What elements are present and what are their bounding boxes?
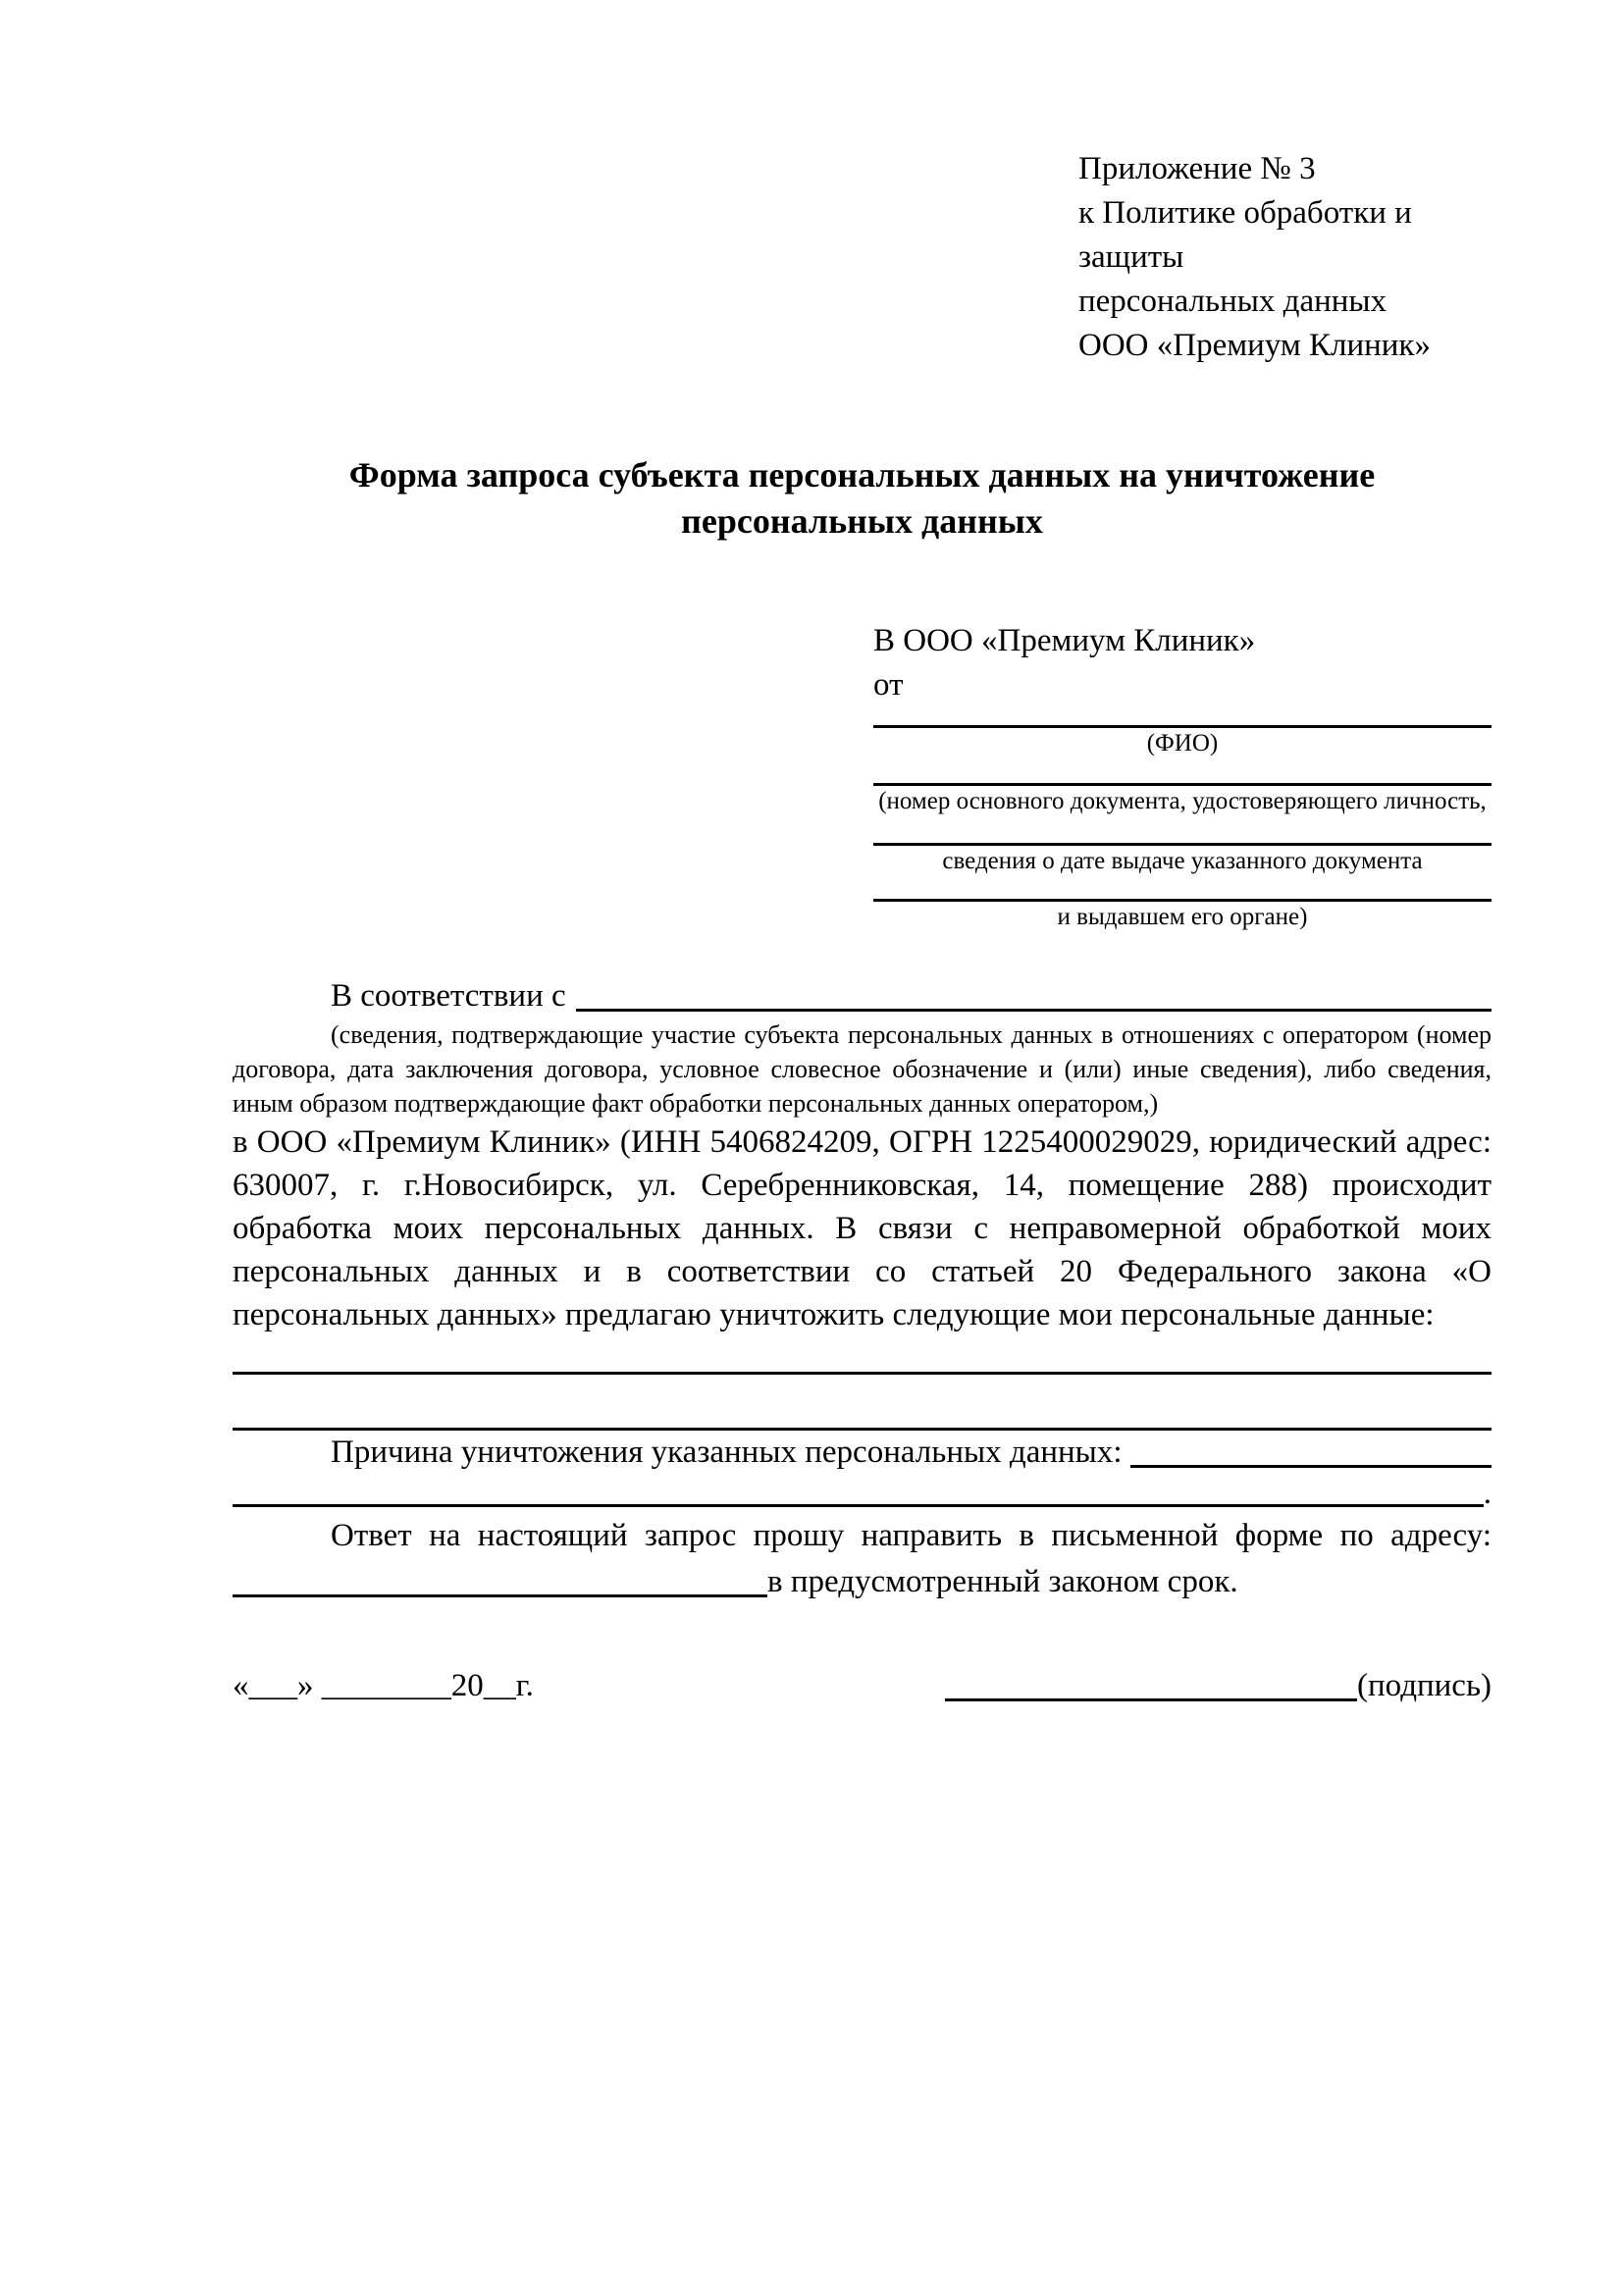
doc-number-caption: (номер основного документа, удостоверяющего личность, (878, 788, 1487, 814)
accordance-fill-line (576, 1009, 1492, 1012)
answer-suffix: в предусмотренный законом срок. (767, 1564, 1238, 1599)
doc-date-caption: сведения о дате выдаче указанного документа (942, 848, 1423, 874)
accordance-prefix: В соответствии с (331, 978, 566, 1014)
appendix-header-line: Приложение № 3 (1078, 151, 1316, 186)
signature-caption: (подпись) (1357, 1668, 1492, 1703)
appendix-header (1078, 147, 1492, 368)
addressee-block (873, 619, 1492, 933)
date-text: «___» ________20__г. (233, 1668, 534, 1703)
accordance-note: (сведения, подтверждающие участие субъекта персональных данных в отношениях с оператором (номер договора, дата заключения договора, условное словесное обозначение и (или) иные сведения), либо сведения, иным образом подтверждающие факт обработки персональных данных оператором,) (233, 1020, 1492, 1118)
reason-label: Причина уничтожения указанных персональных данных: (331, 1435, 1123, 1470)
appendix-header-line: к Политике обработки и защиты (1078, 195, 1412, 275)
period-row (233, 1474, 1492, 1513)
form-title (233, 452, 1492, 545)
fio-caption: (ФИО) (1146, 730, 1219, 757)
period-fill-line (233, 1504, 1484, 1507)
doc-issuer-field-line (873, 877, 1492, 902)
signature-line (945, 1698, 1357, 1701)
answer-paragraph: Ответ на настоящий запрос прошу направить в письменной форме по адресу: (331, 1518, 1492, 1553)
accordance-row (233, 974, 1492, 1018)
address-fill-line (233, 1594, 767, 1597)
appendix-header-line: ООО «Премиум Клиник» (1078, 328, 1431, 363)
form-title-line: персональных данных (681, 501, 1043, 541)
form-title-line: Форма запроса субъекта персональных данных на уничтожение (348, 455, 1376, 495)
doc-number-field-line (873, 759, 1492, 786)
blank-line-1 (233, 1336, 1492, 1375)
main-paragraph: в ООО «Премиум Клиник» (ИНН 5406824209, ОГРН 1225400029029, юридический адрес: 630007, г. г.Новосибирск, ул. Серебренниковская, 14, помещение 288) происходит обработка моих персональных данных. В связи с неправомерной обработкой моих персональных данных и в соответствии со статьей 20 Федерального закона «О персональных данных» предлагаю уничтожить следующие мои персональные данные: (233, 1124, 1492, 1332)
address-row (233, 1558, 1492, 1603)
period-mark: . (1483, 1476, 1492, 1511)
reason-row (233, 1431, 1492, 1474)
addressee-to: В ООО «Премиум Клиник» (873, 623, 1256, 658)
reason-fill-line (1130, 1465, 1492, 1468)
appendix-header-line: персональных данных (1078, 284, 1387, 319)
doc-date-field-line (873, 817, 1492, 846)
blank-line-2 (233, 1375, 1492, 1431)
fio-field-line (873, 707, 1492, 728)
addressee-from-label: от (873, 667, 904, 703)
date-signature-row (233, 1664, 1492, 1707)
doc-issuer-caption: и выдавшем его органе) (1057, 904, 1308, 930)
signature-group (945, 1664, 1492, 1707)
